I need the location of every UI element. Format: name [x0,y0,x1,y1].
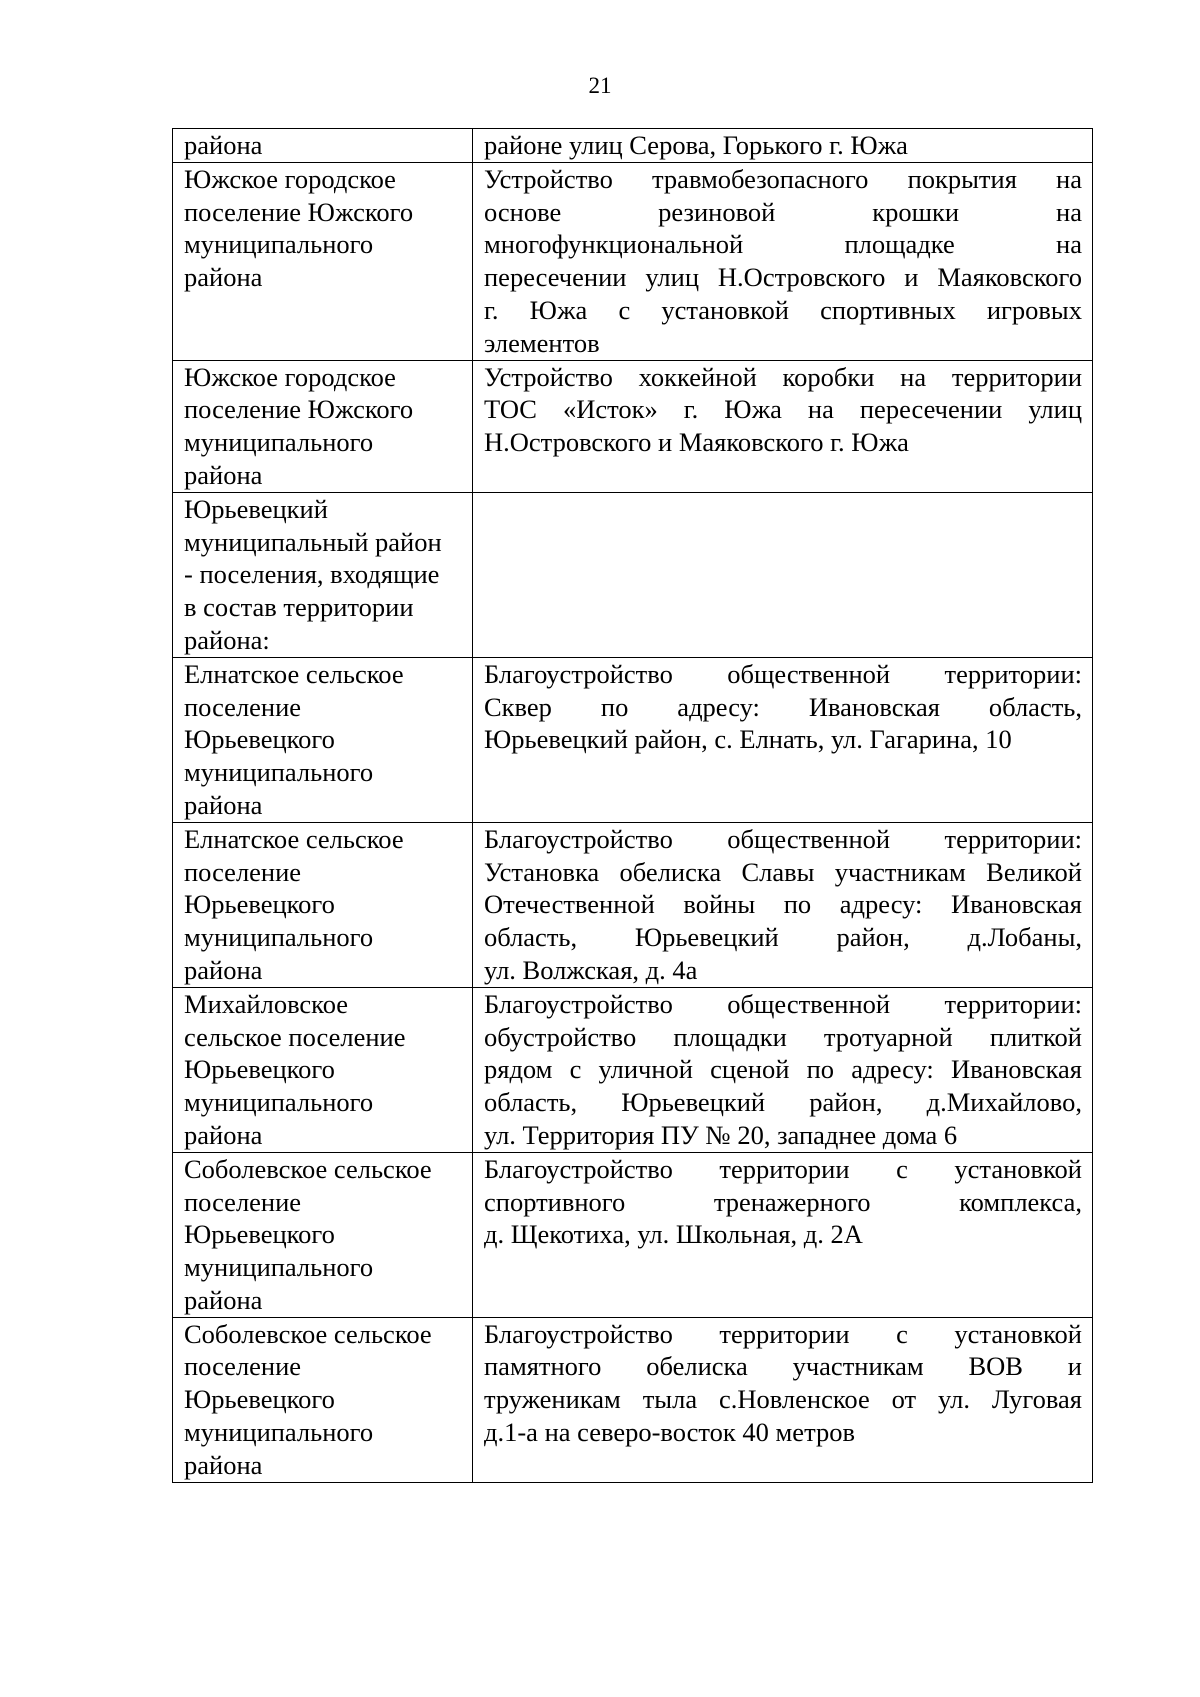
project-description-line: спортивного тренажерного комплекса, [484,1186,1082,1217]
project-description-line: Юрьевецкий район, с. Елнать, ул. Гагарина, 10 [484,724,1012,755]
project-description-line: обустройство площадки тротуарной плиткой [484,1021,1082,1052]
municipality-line: района [184,1284,263,1315]
table-row [173,657,1093,822]
table-body [173,129,1093,1483]
table-row [173,987,1093,1152]
municipality-line: Михайловское [184,988,349,1019]
municipality-line: Соболевское сельское [184,1318,432,1349]
project-description-line: Сквер по адресу: Ивановская область, [484,691,1082,722]
project-description-line: памятного обелиска участникам ВОВ и [484,1351,1082,1382]
table-row [173,822,1093,987]
municipality-cell [173,987,473,1152]
municipality-line: муниципальный район [184,526,442,557]
municipality-line: Южское городское [184,163,396,194]
municipality-line: Юрьевецкого [184,1219,335,1250]
table-row [173,492,1093,657]
municipality-line: поселение [184,856,302,887]
project-description-line: г. Южа с установкой спортивных игровых [484,294,1082,325]
project-description-cell [473,822,1093,987]
project-description-cell [473,1152,1093,1317]
project-description-line: область, Юрьевецкий район, д.Лобаны, [484,922,1082,953]
project-description-cell [473,1317,1093,1482]
municipality-line: - поселения, входящие [184,559,440,590]
municipality-cell [173,822,473,987]
municipality-cell [173,129,473,163]
municipality-line: района [184,1119,263,1150]
project-description-line: Устройство хоккейной коробки на территории [484,361,1082,392]
project-description-cell [473,360,1093,492]
project-description-cell [473,129,1093,163]
municipality-line: сельское поселение [184,1021,406,1052]
municipality-line: муниципального [184,757,374,788]
page-number: 21 [588,73,612,98]
municipality-line: района [184,789,263,820]
project-description-line: Благоустройство территории с установкой [484,1318,1082,1349]
project-description-line: рядом с уличной сценой по адресу: Ивановская [484,1054,1082,1085]
project-description-line: элементов [484,327,600,358]
project-description-line: д. Щекотиха, ул. Школьная, д. 2А [484,1219,863,1250]
municipality-line: муниципального [184,1087,374,1118]
project-description-line: Н.Островского и Маяковского г. Южа [484,427,909,458]
municipality-line: района [184,262,263,293]
municipality-line: Юрьевецкий [184,493,328,524]
project-description-cell [473,987,1093,1152]
project-description-line: районе улиц Серова, Горького г. Южа [484,130,908,160]
municipality-line: муниципального [184,427,374,458]
municipality-line: муниципального [184,229,374,260]
project-description-cell [473,162,1093,360]
table-row [173,129,1093,163]
project-description-line: ул. Волжская, д. 4а [484,954,698,985]
project-description-line: ТОС «Исток» г. Южа на пересечении улиц [484,394,1082,425]
project-description-line: труженикам тыла с.Новленское от ул. Луговая [484,1384,1082,1415]
project-description-line: область, Юрьевецкий район, д.Михайлово, [484,1087,1082,1118]
municipality-line: района [184,459,263,490]
municipality-cell [173,1317,473,1482]
municipality-line: Елнатское сельское [184,658,404,689]
project-description-line: Благоустройство общественной территории: [484,823,1082,854]
municipality-line: района [184,1449,263,1480]
project-description-line: Отечественной войны по адресу: Ивановская [484,889,1082,920]
municipality-cell [173,162,473,360]
municipality-cell [173,492,473,657]
project-description-cell [473,492,1093,657]
municipality-line: района [184,954,263,985]
project-description-line: Установка обелиска Славы участникам Великой [484,856,1082,887]
table-row [173,1152,1093,1317]
project-description-line: пересечении улиц Н.Островского и Маяковского [484,262,1082,293]
municipality-line: Елнатское сельское [184,823,404,854]
municipality-line: муниципального [184,922,374,953]
project-description-line: Благоустройство общественной территории: [484,988,1082,1019]
table-row [173,162,1093,360]
municipality-line: Южское городское [184,361,396,392]
municipality-line: Юрьевецкого [184,724,335,755]
municipality-line: муниципального [184,1252,374,1283]
municipality-line: в состав территории [184,592,414,623]
municipality-line: Юрьевецкого [184,1054,335,1085]
municipality-line: поселение [184,1351,302,1382]
municipality-line: поселение [184,691,302,722]
municipality-line: поселение Южского [184,394,414,425]
table-row [173,1317,1093,1482]
municipality-cell [173,1152,473,1317]
project-description-line: основе резиновой крошки на [484,196,1082,227]
table-row [173,360,1093,492]
project-description-line: многофункциональной площадке на [484,229,1082,260]
project-description-line: Устройство травмобезопасного покрытия на [484,163,1082,194]
project-description-line: Благоустройство территории с установкой [484,1153,1082,1184]
project-description-line: д.1-а на северо-восток 40 метров [484,1417,855,1448]
municipality-line: района: [184,624,270,655]
project-description-line: Благоустройство общественной территории: [484,658,1082,689]
municipality-cell [173,657,473,822]
municipality-line: муниципального [184,1417,374,1448]
municipality-line: района [184,130,263,160]
municipality-line: Юрьевецкого [184,1384,335,1415]
municipality-cell [173,360,473,492]
municipality-line: Соболевское сельское [184,1153,432,1184]
projects-table [172,128,1093,1483]
municipality-line: поселение [184,1186,302,1217]
municipality-line: Юрьевецкого [184,889,335,920]
municipality-line: поселение Южского [184,196,414,227]
project-description-cell [473,657,1093,822]
project-description-line: ул. Территория ПУ № 20, западнее дома 6 [484,1119,958,1150]
